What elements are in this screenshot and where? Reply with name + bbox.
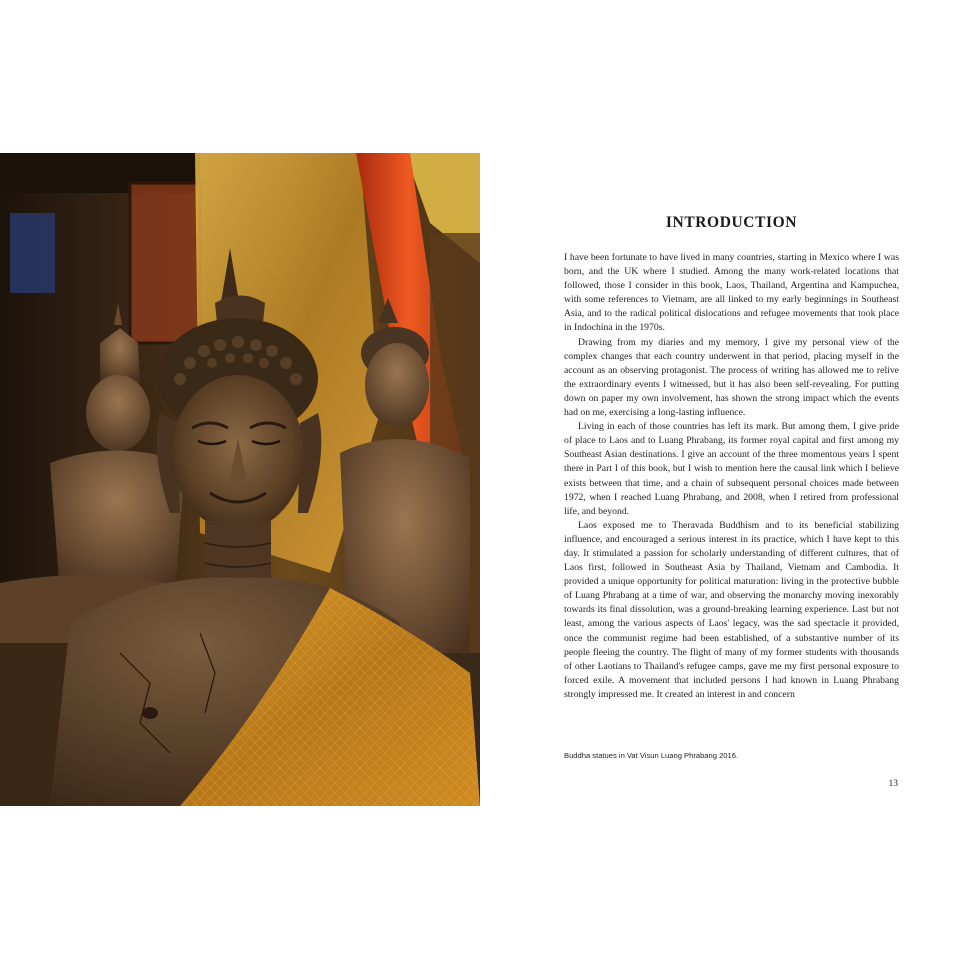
page-number: 13 <box>888 779 898 789</box>
paragraph: Drawing from my diaries and my memory, I give my personal view of the complex changes that each country underwent in that period, placing myself in the account as an observing protagonist. The process of writing has allowed me to relive the extraordinary events I witnessed, but it has also been self-revealing. For putting down on paper my own involvement, has shown the strong impact which the events had on me, exercising a long-lasting influence. <box>564 336 899 419</box>
paragraph: Living in each of those countries has left its mark. But among them, I give pride of place to Laos and to Luang Phrabang, its former royal capital and first among my Southeast Asian destinations. I give an account of the three momentous years I spent there in Part I of this book, but I wish to mention here the causal link which I believe exists between that time, and a chain of subsequent personal choices made between 1972, when I reached Luang Phrabang, and 2008, when I retired from professional life, and beyond. <box>564 421 899 517</box>
text-column <box>564 200 899 702</box>
paragraph: I have been fortunate to have lived in many countries, starting in Mexico where I was born, and the UK where I studied. Among the many work-related locations that followed, those I consider in this book, Laos, Thailand, Argentina and Kampuchea, with some references to Vietnam, are all linked to my early beginnings in Southeast Asia, and to the radical political dislocations and refugee movements that took place in Indochina in the 1970s. <box>564 252 899 334</box>
chapter-title: INTRODUCTION <box>665 214 798 231</box>
paragraph: Laos exposed me to Theravada Buddhism and to its beneficial stabilizing influence, and encouraged a serious interest in its practice, which I have kept to this day. It stimulated a passion for scholarly understanding of different cultures, that of Laos first, followed in Southeast Asia by Thailand, Vietnam and Cambodia. It provided a unique opportunity for political maturation: living in the protective bubble of Luang Phrabang at a time of war, and observing the monarchy moving inexorably towards its final dissolution, was a ground-breaking learning experience. Last but not least, among the various aspects of Laos' legacy, was the sad spectacle it provided, once the communist regime had been established, of a substantive number of its people fleeing the country. The flight of many of my former students with thousands of other Laotians to Thailand's refugee camps, gave me my first personal exposure to forced exile. A movement that included persons I had known in Luang Phrabang strongly impressed me. It created an interest in and concern <box>564 519 899 700</box>
photo-caption: Buddha statues in Vat Visun Luang Phrabang 2016. <box>564 751 739 760</box>
buddha-statues-photo <box>0 153 480 806</box>
